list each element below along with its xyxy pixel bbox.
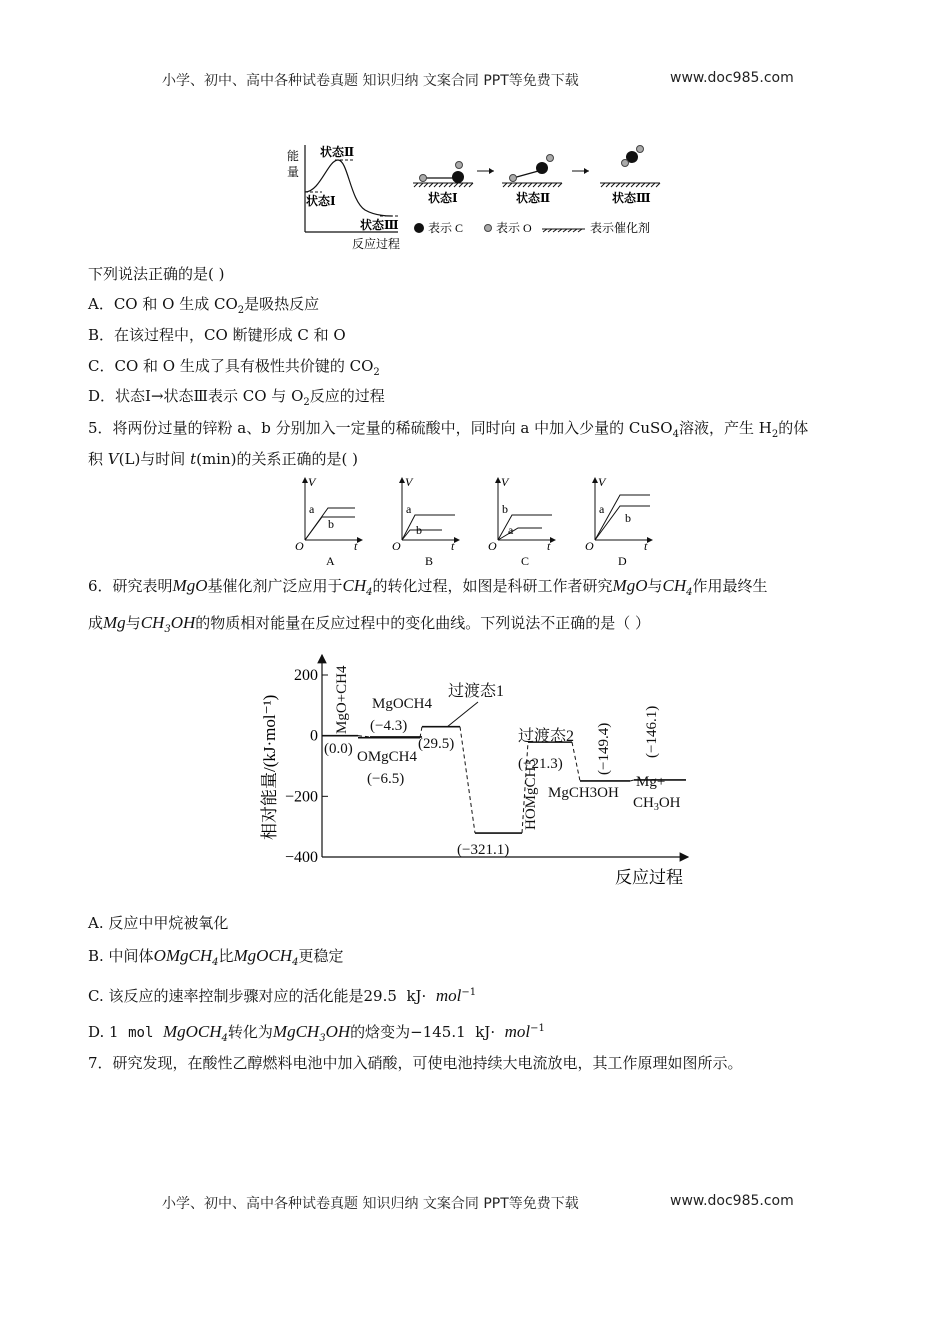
q6-option-d[interactable]: D. 1 mol MgOCH$_4$转化为MgCH$_3$OH的焓变为−145.1 kJ· mol$^{-1}$ (88, 1022, 545, 1044)
energy-profile-chart (250, 640, 710, 890)
q4-option-b[interactable]: B．在该过程中，CO 断键形成 C 和 O (88, 326, 346, 344)
species-label-1: MgOCH4 (372, 696, 433, 712)
graph-c[interactable] (488, 475, 555, 568)
q6-line-1: 6．研究表明MgO基催化剂广泛应用于$CH_4$的转化过程，如图是科研工作者研究MgO与$CH_4$作用最终生 (88, 576, 768, 598)
graph-d-t: t (644, 539, 648, 553)
legend-o: 表示 O (496, 221, 532, 235)
species-label-5: 过渡态2 (518, 728, 575, 745)
graph-d[interactable] (585, 475, 652, 568)
q6-option-a[interactable]: A. 反应中甲烷被氧化 (88, 914, 229, 932)
graph-a-a: a (309, 502, 315, 516)
catalyst-energy-figure (280, 140, 680, 255)
fig1-state-3: 状态Ⅲ (360, 218, 399, 232)
value-label-5: (−21.3) (518, 756, 563, 772)
transition-connector-0 (358, 736, 370, 737)
y-tick-label-3: −400 (284, 849, 318, 866)
transition-connector-6 (630, 780, 634, 781)
graph-c-v: V (501, 475, 509, 489)
graph-b-o: O (392, 539, 401, 553)
q5-line-2: 积 V(L)与时间 t(min)的关系正确的是( ) (88, 450, 358, 468)
graph-b[interactable] (392, 475, 459, 568)
value-label-1: (−4.3) (370, 718, 408, 734)
graph-d-b: b (625, 511, 631, 525)
value-label-3: (29.5) (418, 736, 455, 752)
q6-option-b[interactable]: B. 中间体OMgCH$_4$比MgOCH$_4$更稳定 (88, 946, 344, 968)
species-label-3: 过渡态1 (448, 683, 505, 700)
q4-option-a[interactable]: A．CO 和 O 生成 $CO_2$是吸热反应 (88, 295, 320, 316)
graph-c-o: O (488, 539, 497, 553)
transition-connector-5 (572, 742, 580, 781)
header-banner: 小学、初中、高中各种试卷真题 知识归纳 文案合同 PPT等免费下载 (162, 73, 579, 89)
q4-stem: 下列说法正确的是( ) (88, 265, 225, 283)
legend-cat: 表示催化剂 (590, 221, 651, 235)
graph-d-o: O (585, 539, 594, 553)
transition-connector-3 (460, 727, 475, 833)
y-tick-label-2: −200 (284, 788, 318, 806)
value-label-7: (−146.1) (644, 705, 660, 758)
q4-option-c[interactable]: C．CO 和 O 生成了具有极性共价键的 $CO_2$ (88, 357, 380, 378)
fig1-state-2-b: 状态Ⅱ (516, 191, 551, 205)
species-label-4: HOMgCH3 (523, 759, 539, 830)
graph-c-a: a (508, 523, 514, 537)
q6-option-c[interactable]: C. 该反应的速率控制步骤对应的活化能是29.5 kJ· mol$^{-1}$ (88, 986, 477, 1005)
graph-b-a: a (406, 502, 412, 516)
q5-line-1: 5．将两份过量的锌粉 a、b 分别加入一定量的稀硫酸中，同时向 a 中加入少量的 CuSO$_4$溶液，产生 $H_2$的体 (88, 419, 809, 440)
graph-a-b: b (328, 517, 334, 531)
graph-b-t: t (451, 539, 455, 553)
fig1-state-1: 状态Ⅰ (306, 194, 336, 208)
graph-d-a: a (599, 502, 605, 516)
graph-a-label: A (326, 554, 335, 568)
fig1-x-label: 反应过程 (352, 237, 401, 251)
graph-b-label: B (425, 554, 434, 568)
graph-c-t: t (547, 539, 551, 553)
graph-a[interactable] (295, 475, 362, 568)
fig1-y-label-2: 量 (287, 165, 300, 179)
fig1-state-3-b: 状态Ⅲ (612, 191, 651, 205)
species-label-6: MgCH3OH (548, 785, 619, 801)
graph-a-v: V (308, 475, 316, 489)
species-label-7a: Mg+ (636, 774, 666, 790)
value-label-2: (−6.5) (367, 771, 405, 787)
legend-c: 表示 C (428, 221, 464, 235)
y-axis-label: 相对能量/(kJ·mol⁻¹) (260, 694, 279, 840)
value-label-0: (0.0) (324, 741, 353, 757)
graph-c-label: C (521, 554, 530, 568)
graph-b-v: V (405, 475, 413, 489)
header-url[interactable]: www.doc985.com (670, 70, 794, 86)
graph-c-b: b (502, 502, 508, 516)
species-label-0: MgO+CH4 (334, 665, 350, 734)
x-axis-label: 反应过程 (615, 868, 683, 887)
q7-text: 7．研究发现，在酸性乙醇燃料电池中加入硝酸，可使电池持续大电流放电，其工作原理如图所示。 (88, 1054, 743, 1072)
q4-option-d[interactable]: D．状态Ⅰ→状态Ⅲ表示 CO 与 $O_2$反应的过程 (88, 387, 385, 408)
q5-option-graphs (290, 470, 670, 570)
fig1-y-label-1: 能 (287, 149, 300, 163)
fig1-state-2: 状态Ⅱ (320, 145, 355, 159)
graph-b-b: b (416, 523, 422, 537)
graph-d-v: V (598, 475, 606, 489)
graph-d-label: D (618, 554, 627, 568)
y-tick-label-1: 0 (310, 727, 318, 745)
species-label-7b: $CH_3OH$ (633, 795, 681, 813)
graph-a-o: O (295, 539, 304, 553)
footer-url[interactable]: www.doc985.com (670, 1193, 794, 1209)
value-label-6: (−149.4) (596, 722, 612, 775)
fig1-state-1-b: 状态Ⅰ (428, 191, 458, 205)
species-label-2: OMgCH4 (357, 749, 418, 765)
footer-banner: 小学、初中、高中各种试卷真题 知识归纳 文案合同 PPT等免费下载 (162, 1196, 579, 1212)
graph-a-t: t (354, 539, 358, 553)
value-label-4: (−321.1) (457, 842, 510, 858)
q6-line-2: 成Mg与$CH_3OH$的物质相对能量在反应过程中的变化曲线。下列说法不正确的是（ ） (88, 613, 651, 635)
y-tick-label-0: 200 (294, 667, 318, 684)
